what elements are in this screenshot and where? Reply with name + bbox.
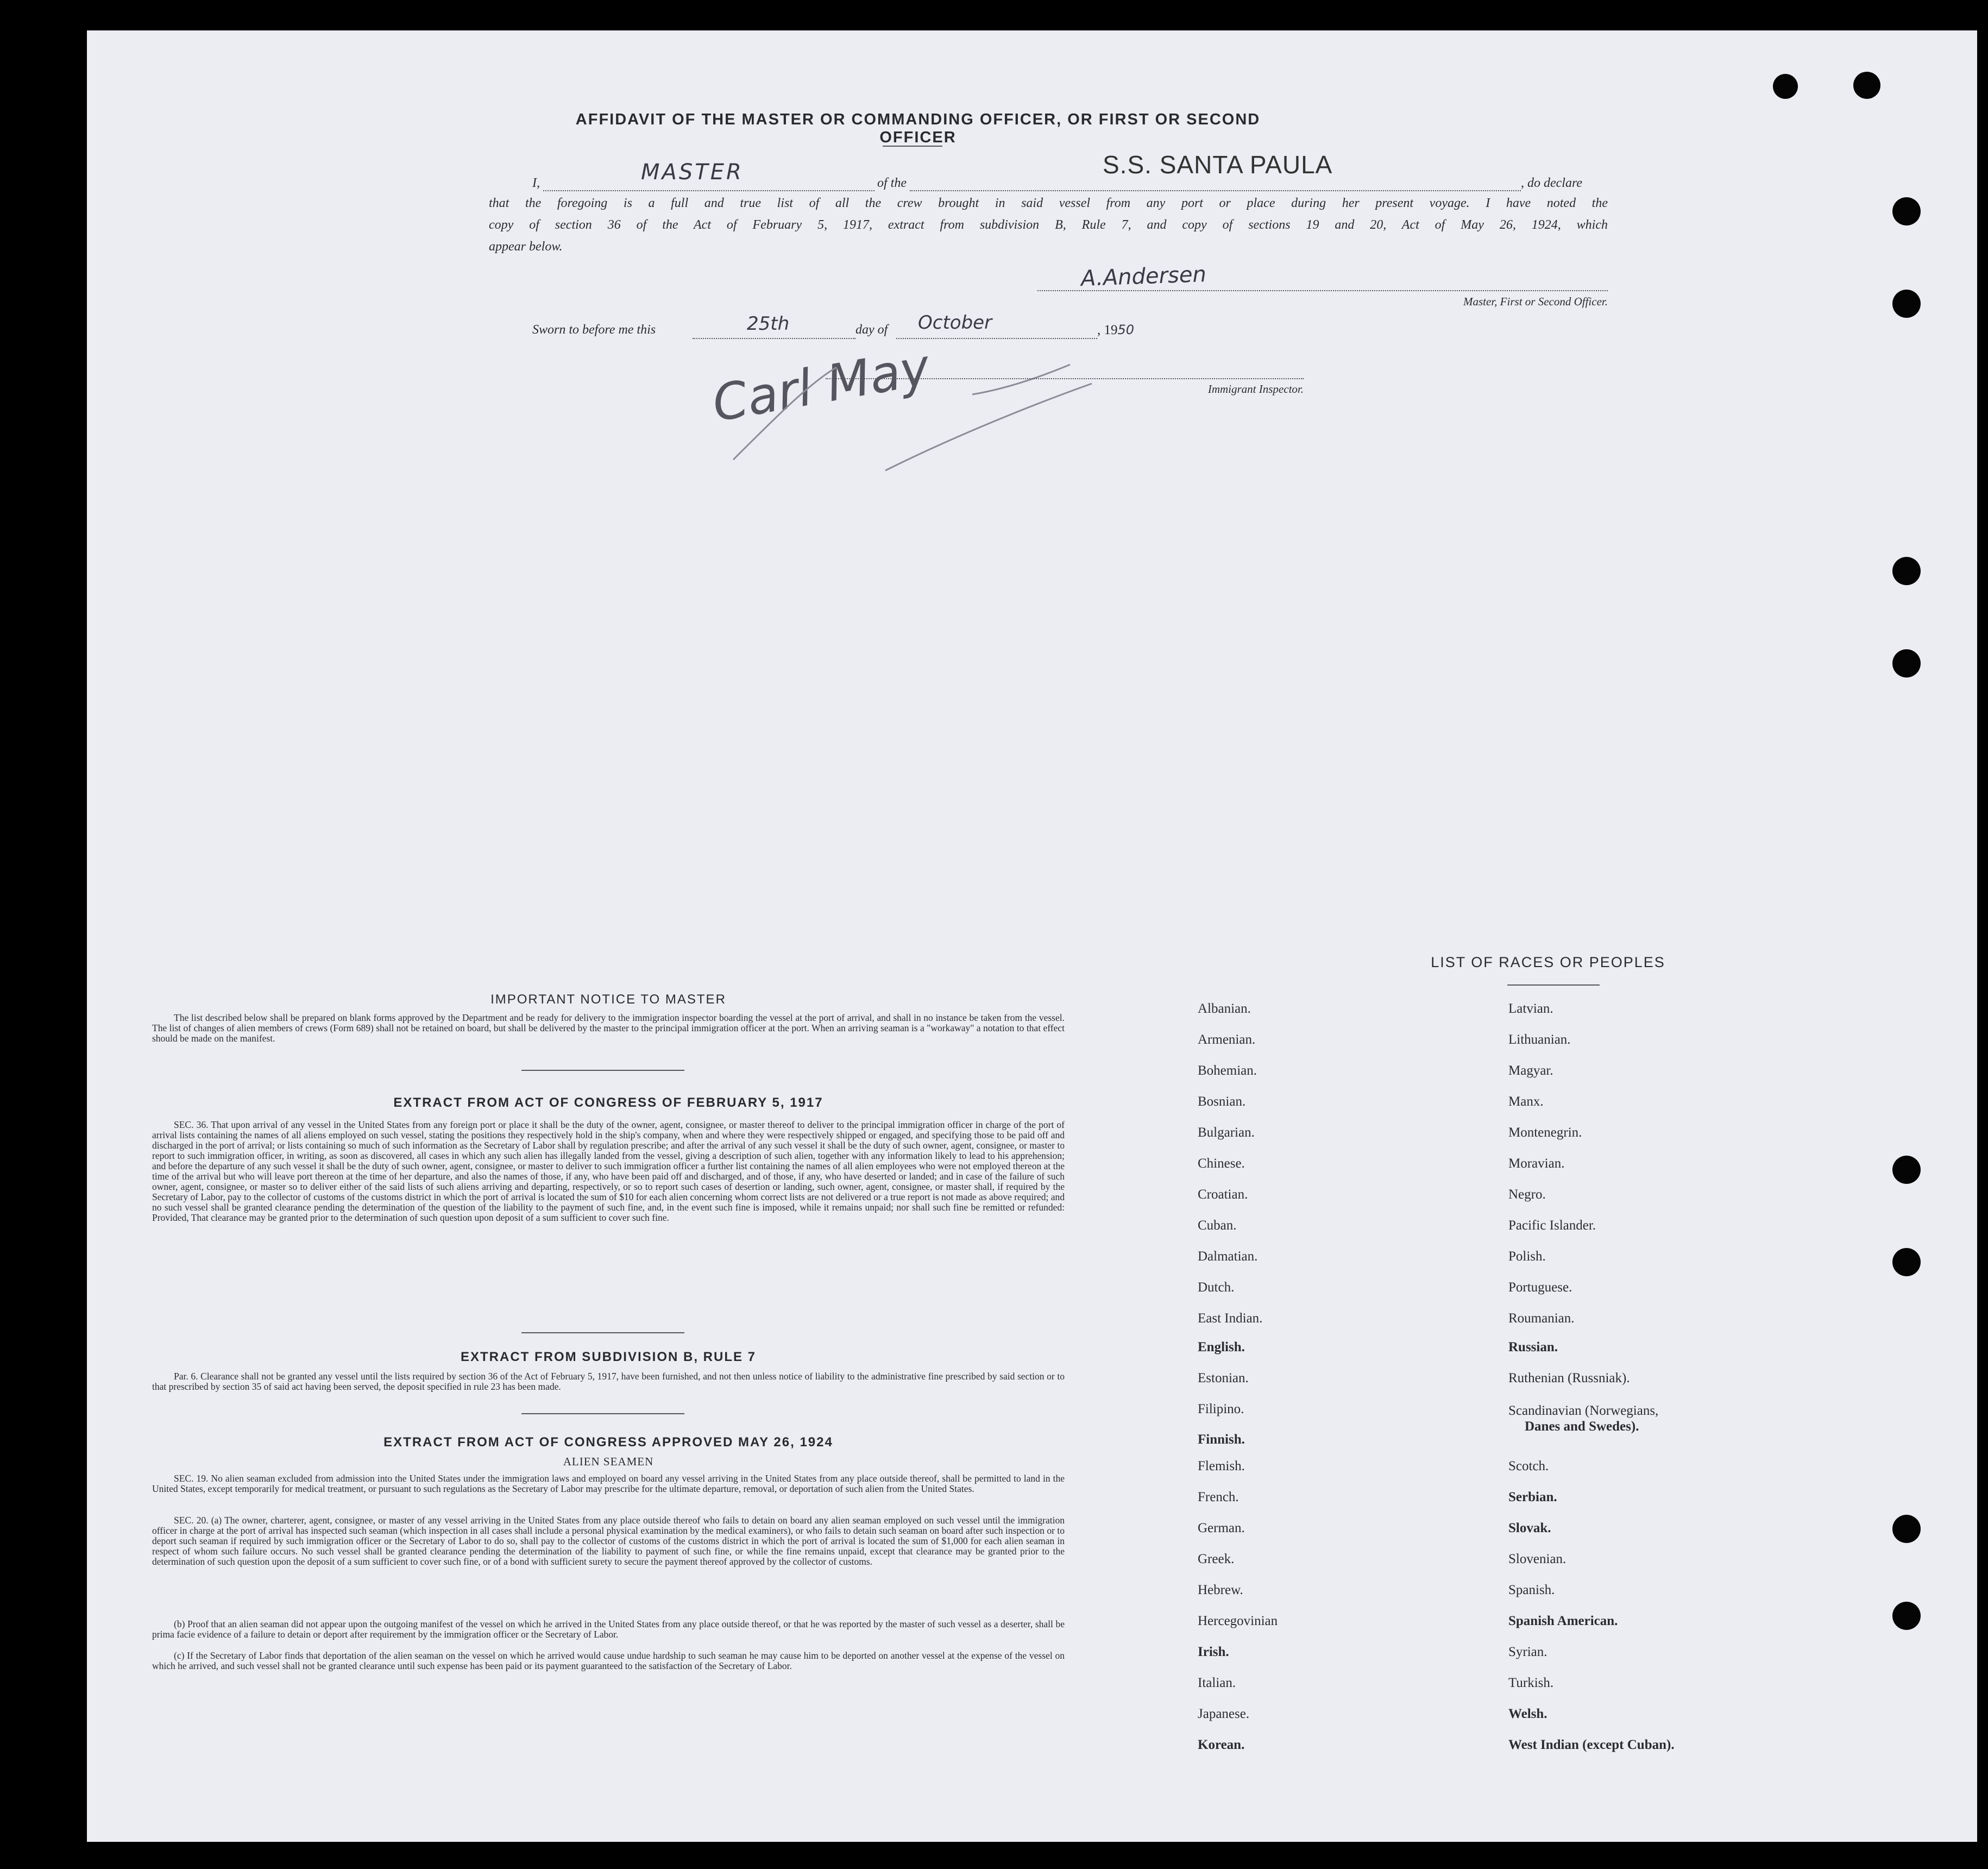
extract-1924-sec20c: (c) If the Secretary of Labor finds that deportation of the alien seaman on the vessel on which he arrived would cause undue hardship to such seaman he may cause him to be deported on another vessel at the expense of the vessel on which he arrived, and such vessel shall not be granted clearance until such expense has been paid or its payment guaranteed to the satisfaction of the Secretary of Labor. bbox=[152, 1650, 1065, 1671]
list-item: Bohemian. bbox=[1198, 1063, 1257, 1078]
list-item: Estonian. bbox=[1198, 1371, 1249, 1385]
inspector-signature-strokes bbox=[712, 335, 1124, 476]
punch-hole bbox=[1892, 557, 1921, 585]
vessel-line bbox=[910, 190, 1521, 191]
list-item: Manx. bbox=[1508, 1094, 1544, 1109]
list-item: Montenegrin. bbox=[1508, 1125, 1582, 1140]
affidavit-title: AFFIDAVIT OF THE MASTER OR COMMANDING OFFICER, OR FIRST OR SECOND OFFICER bbox=[575, 111, 1261, 146]
list-item: Korean. bbox=[1198, 1738, 1245, 1752]
list-item: Croatian. bbox=[1198, 1187, 1248, 1202]
list-item: Bulgarian. bbox=[1198, 1125, 1255, 1140]
inspector-caption: Immigrant Inspector. bbox=[1207, 382, 1304, 396]
list-item: English. bbox=[1198, 1340, 1245, 1354]
punch-hole bbox=[1892, 1156, 1921, 1184]
list-item: Hebrew. bbox=[1198, 1583, 1243, 1597]
list-item: Welsh. bbox=[1508, 1707, 1547, 1721]
document-page bbox=[87, 30, 1977, 1842]
sworn-month: October bbox=[918, 312, 992, 334]
day-of-label: day of bbox=[855, 323, 888, 337]
list-item: Lithuanian. bbox=[1508, 1032, 1571, 1047]
races-title: LIST OF RACES OR PEOPLES bbox=[1431, 954, 1665, 970]
list-item: Japanese. bbox=[1198, 1707, 1250, 1721]
list-item: Albanian. bbox=[1198, 1001, 1251, 1016]
list-item: Russian. bbox=[1508, 1340, 1558, 1354]
list-item: Syrian. bbox=[1508, 1645, 1547, 1659]
punch-hole bbox=[1892, 1248, 1921, 1276]
list-item: West Indian (except Cuban). bbox=[1508, 1738, 1675, 1752]
notice-text: The list described below shall be prepared on blank forms approved by the Department and be ready for delivery to the immigration inspector boarding the vessel at the port of arrival, and shall in no instance be taken from the vessel. The list of changes of alien members of crews (Form 689) shall not be retained on board, but shall be delivered by the master to the principal immigration officer at the port. When an arriving seaman is a "workaway" a notation to that effect should be made on the manifest. bbox=[152, 1012, 1065, 1044]
list-item: French. bbox=[1198, 1490, 1239, 1504]
races-rule bbox=[1507, 984, 1600, 986]
punch-hole bbox=[1773, 74, 1798, 99]
sworn-label: Sworn to before me this bbox=[532, 323, 656, 337]
inspector-signature: Carl May bbox=[708, 337, 934, 434]
extract-1917-title: EXTRACT FROM ACT OF CONGRESS OF FEBRUARY 5, 1917 bbox=[393, 1095, 823, 1110]
notice-title: IMPORTANT NOTICE TO MASTER bbox=[490, 992, 726, 1007]
rank-line bbox=[543, 190, 875, 191]
extract-1917-rule bbox=[521, 1332, 684, 1333]
master-signature-line bbox=[1037, 290, 1608, 291]
list-item: Dalmatian. bbox=[1198, 1249, 1258, 1264]
list-item: Flemish. bbox=[1198, 1459, 1245, 1473]
list-item: Ruthenian (Russniak). bbox=[1508, 1371, 1630, 1385]
list-item: Slovenian. bbox=[1508, 1552, 1567, 1566]
list-item: Roumanian. bbox=[1508, 1311, 1575, 1326]
affidavit-body-3: appear below. bbox=[489, 240, 563, 254]
punch-hole bbox=[1853, 72, 1880, 99]
extract-1917-text: SEC. 36. That upon arrival of any vessel in the United States from any foreign port or place it shall be the duty of the owner, agent, consignee, or master thereof to deliver to the principal immigration officer in charge of the port of arrival lists containing the names of all aliens employed on such vessel, stating the positions they respectively hold in the ship's company, when and where they were respectively shipped or engaged, and specifying those to be paid off and discharged in the port of arrival; or lists containing so much of such information as the Secretary of Labor shall by regulation prescribe; and after the arrival of any such vessel it shall be the duty of such owner, agent, consignee, or master to report to such immigration officer, in writing, as soon as discovered, all cases in which any such alien has illegally landed from the vessel, giving a description of such alien, together with any information likely to lead to his apprehension; and before the departure of any such vessel it shall be the duty of such owner, agent, consignee, or master to deliver to such immigration officer a further list containing the names of all alien employees who were not employed thereon at the time of the arrival but who will leave port thereon at the time of her departure, and also the names of those, if any, who have been paid off and discharged, and of those, if any, who have deserted or landed; and in case of the failure of such owner, agent, consignee, or master so to deliver either of the said lists of such aliens arriving and departing, respectively, or so to report such cases of desertion or landing, such owner, agent, consignee, or master shall, if required by the Secretary of Labor, pay to the collector of customs of the customs district in which the port of arrival is located the sum of $10 for each alien concerning whom correct lists are not delivered or a true report is not made as above required; and no such vessel shall be granted clearance pending the determination of the question of the liability to the payment of such fine, and, in the event such fine is imposed, while it remains unpaid; nor shall such fine be remitted or refunded: Provided, That clearance may be granted prior to the determination of such question upon deposit of a sum sufficient to cover such fine. bbox=[152, 1119, 1065, 1223]
list-item: Greek. bbox=[1198, 1552, 1235, 1566]
affidavit-body-1: that the foregoing is a full and true list of all the crew brought in said vessel from any port or place during her present voyage. I have noted the bbox=[489, 196, 1608, 210]
master-signature: A.Andersen bbox=[1080, 261, 1207, 292]
extract-rule7-title: EXTRACT FROM SUBDIVISION B, RULE 7 bbox=[460, 1350, 757, 1364]
list-item: Filipino. bbox=[1198, 1402, 1244, 1416]
i-label: I, bbox=[532, 176, 540, 190]
do-declare: , do declare bbox=[1521, 176, 1583, 190]
list-item: Scotch. bbox=[1508, 1459, 1549, 1473]
list-item: Irish. bbox=[1198, 1645, 1229, 1659]
sworn-day: 25th bbox=[747, 313, 790, 335]
list-item: Magyar. bbox=[1508, 1063, 1553, 1078]
extract-1924-subtitle: ALIEN SEAMEN bbox=[563, 1455, 654, 1468]
list-item: Cuban. bbox=[1198, 1218, 1237, 1233]
year-prefix: , 19 bbox=[1097, 323, 1118, 337]
list-item: Dutch. bbox=[1198, 1280, 1235, 1295]
title-rule bbox=[883, 146, 942, 147]
list-item: Spanish. bbox=[1508, 1583, 1555, 1597]
list-item: Turkish. bbox=[1508, 1676, 1554, 1690]
punch-hole bbox=[1892, 649, 1921, 678]
list-item: Armenian. bbox=[1198, 1032, 1256, 1047]
list-item: East Indian. bbox=[1198, 1311, 1263, 1326]
officer-rank: MASTER bbox=[641, 160, 744, 185]
vessel-name: S.S. SANTA PAULA bbox=[1103, 150, 1333, 179]
punch-hole bbox=[1892, 1515, 1921, 1543]
list-item: Moravian. bbox=[1508, 1156, 1565, 1171]
list-item: Chinese. bbox=[1198, 1156, 1245, 1171]
list-item: Bosnian. bbox=[1198, 1094, 1246, 1109]
of-the-label: of the bbox=[877, 176, 907, 190]
extract-1924-title: EXTRACT FROM ACT OF CONGRESS APPROVED MAY 26, 1924 bbox=[383, 1435, 833, 1450]
inspector-signature-line bbox=[826, 378, 1304, 379]
list-item: Hercegovinian bbox=[1198, 1614, 1278, 1628]
list-item: Finnish. bbox=[1198, 1432, 1245, 1447]
extract-rule7-text: Par. 6. Clearance shall not be granted any vessel until the lists required by section 36 of the Act of February 5, 1917, have been furnished, and not then unless notice of liability to the administrative fine prescribed by said section or to that prescribed by section 35 of said act having been served, the deposit specified in rule 23 has been made. bbox=[152, 1371, 1065, 1392]
list-item: Italian. bbox=[1198, 1676, 1236, 1690]
master-caption: Master, First or Second Officer. bbox=[1463, 295, 1608, 308]
extract-1924-sec20a: SEC. 20. (a) The owner, charterer, agent, consignee, or master of any vessel arriving in the United States from any place outside thereof who fails to detain on board any alien seaman employed on such vessel until the immigration officer in charge at the port of arrival has inspected such seaman (which inspection in all cases shall include a personal physical examination by the medical examiners), or who fails to detain such seaman on board after such inspection or to deport such seaman if required by such immigration officer or the Secretary of Labor to do so, shall pay to the collector of customs of the customs district in which the port of arrival is located the sum of $1,000 for each alien seaman in respect of whom such failure occurs. No such vessel shall be granted clearance pending the determination of the liability to payment of such fine, or while the fine remains unpaid, except that clearance may be granted prior to the determination of such question upon the deposit of a sum sufficient to cover such fine, or of a bond with sufficient surety to secure the payment thereof approved by the collector of customs. bbox=[152, 1515, 1065, 1567]
list-item: Scandinavian (Norwegians, bbox=[1508, 1403, 1659, 1418]
list-item: Pacific Islander. bbox=[1508, 1218, 1596, 1233]
extract-1924-sec20b: (b) Proof that an alien seaman did not appear upon the outgoing manifest of the vessel on which he arrived in the United States from any place outside thereof, or that he was reported by the master of such vessel as a deserter, shall be prima facie evidence of a failure to detain or deport after requirement by the immigration officer or the Secretary of Labor. bbox=[152, 1619, 1065, 1640]
list-item: Portuguese. bbox=[1508, 1280, 1572, 1295]
list-item: Spanish American. bbox=[1508, 1614, 1618, 1628]
punch-hole bbox=[1892, 197, 1921, 225]
list-item: Serbian. bbox=[1508, 1490, 1557, 1504]
punch-hole bbox=[1892, 1602, 1921, 1630]
list-item: Latvian. bbox=[1508, 1001, 1553, 1016]
extract-1924-sec19: SEC. 19. No alien seaman excluded from admission into the United States under the immigration laws and employed on board any vessel arriving in the United States from any place outside thereof, shall be permitted to land in the United States, except temporarily for medical treatment, or pursuant to such regulations as the Secretary of Labor may prescribe for the ultimate departure, removal, or deportation of such alien from the United States. bbox=[152, 1473, 1065, 1494]
list-item: Negro. bbox=[1508, 1187, 1546, 1202]
list-item: Polish. bbox=[1508, 1249, 1546, 1264]
list-item: Slovak. bbox=[1508, 1521, 1551, 1535]
list-item: German. bbox=[1198, 1521, 1245, 1535]
list-item: Danes and Swedes). bbox=[1525, 1419, 1639, 1434]
punch-hole bbox=[1892, 290, 1921, 318]
extract-rule7-rule bbox=[521, 1413, 684, 1414]
year-suffix: 50 bbox=[1117, 322, 1135, 337]
notice-rule bbox=[521, 1070, 684, 1071]
affidavit-body-2: copy of section 36 of the Act of February 5, 1917, extract from subdivision B, Rule 7, and copy of sections 19 and 20, Act of May 26, 1924, which bbox=[489, 218, 1608, 232]
